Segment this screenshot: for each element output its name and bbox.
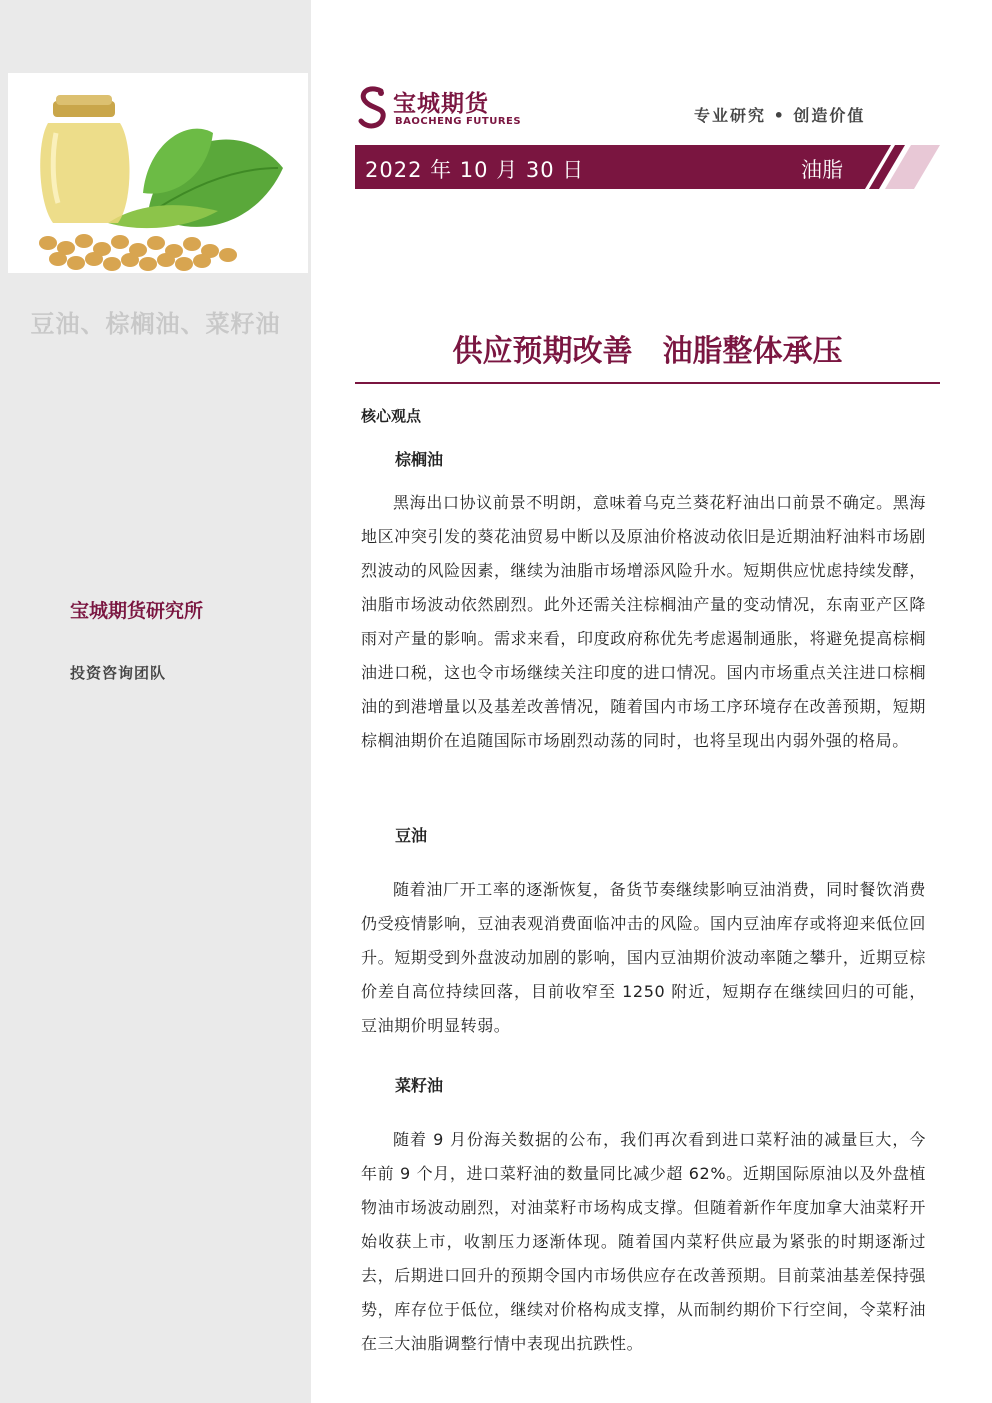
report-category: 油脂 [801,158,843,182]
report-title: 供应预期改善 油脂整体承压 [452,334,843,369]
soybeans [39,234,237,271]
product-illustration [8,73,308,273]
section-heading-soybean-oil: 豆油 [395,826,428,845]
sidebar-topic: 豆油、棕榈油、菜籽油 [30,310,281,338]
sidebar [0,0,311,1403]
sidebar-institute: 宝城期货研究所 [70,600,204,622]
section-body-palm-oil: 黑海出口协议前景不明朗，意味着乌克兰葵花籽油出口前景不确定。黑海地区冲突引发的葵花油贸易中断以及原油价格波动依旧是近期油籽油料市场剧烈波动的风险因素，继续为油脂市场增添风险升水。短期供应忧虑持续发酵，油脂市场波动依然剧烈。此外还需关注棕榈油产量的变动情况，东南亚产区降雨对产量的影响。需求来看，印度政府称优先考虑遏制通胀，将避免提高棕榈油进口税，这也令市场继续关注印度的进口情况。国内市场重点关注进口棕榈油的到港增量以及基差改善情况，随着国内市场工序环境存在改善预期，短期棕榈油期价在追随国际市场剧烈动荡的同时，也将呈现出内弱外强的格局。 [361,493,926,750]
section-body-rapeseed-oil: 随着 9 月份海关数据的公布，我们再次看到进口菜籽油的减量巨大，今年前 9 个月，进口菜籽油的数量同比减少超 62%。近期国际原油以及外盘植物油市场波动剧烈，对油菜籽市场构成支撑。但随着新作年度加拿大油菜籽开始收获上市，收割压力逐渐体现。随着国内菜籽供应最为紧张的时期逐渐过去，后期进口回升的预期令国内市场供应存在改善预期。目前菜油基差保持强势，库存位于低位，继续对价格构成支撑，从而制约期价下行空间，令菜籽油在三大油脂调整行情中表现出抗跌性。 [361,1130,926,1353]
oil-jar-soybean-image [8,73,308,273]
report-date: 2022 年 10 月 30 日 [365,158,585,182]
section-body-soybean-oil: 随着油厂开工率的逐渐恢复，备货节奏继续影响豆油消费，同时餐饮消费仍受疫情影响，豆油表观消费面临冲击的风险。国内豆油库存或将迎来低位回升。短期受到外盘波动加剧的影响，国内豆油期价波动率随之攀升，近期豆棕价差自高位持续回落，目前收窄至 1250 附近，短期存在继续回归的可能，豆油期价明显转弱。 [361,880,926,1035]
section-heading-rapeseed-oil: 菜籽油 [395,1076,444,1095]
sidebar-team: 投资咨询团队 [70,664,167,682]
title-divider [355,382,940,384]
date-banner [355,145,940,189]
slogan: 专业研究 • 创造价值 [694,106,866,125]
logo-s-mark-icon [355,85,389,131]
logo-english-name: BAOCHENG FUTURES [395,116,522,127]
core-viewpoint-label: 核心观点 [361,407,422,425]
logo-chinese-name: 宝城期货 [393,90,489,117]
section-heading-palm-oil: 棕榈油 [395,450,444,469]
company-logo [355,85,535,133]
